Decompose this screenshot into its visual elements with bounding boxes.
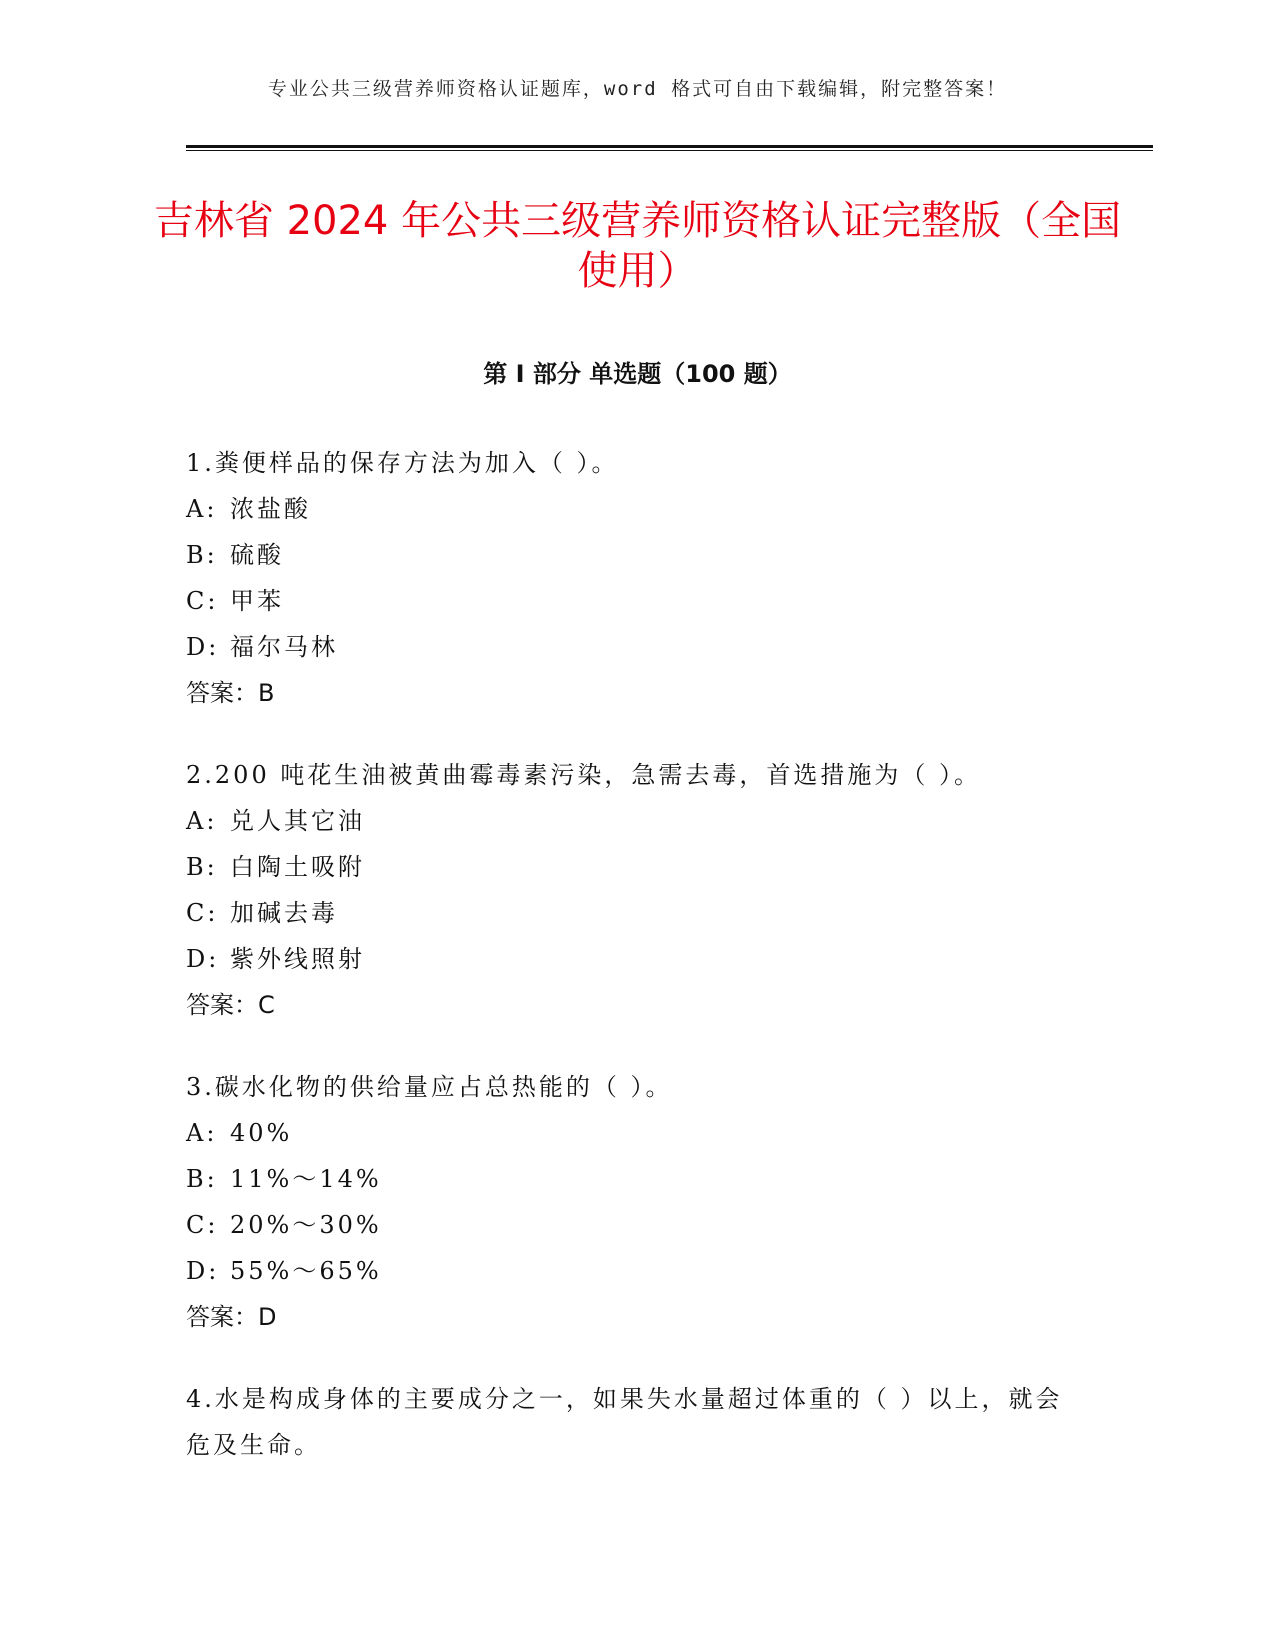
option-text: 浓盐酸 [230,495,311,523]
question-1 [186,440,1066,716]
option-label: D: [186,1257,220,1285]
option-b [186,532,1066,578]
option-text: 加碱去毒 [230,899,338,927]
option-label: C: [186,1211,219,1239]
option-label: D: [186,633,220,661]
option-b [186,844,1066,890]
option-c [186,1202,1066,1248]
option-label: A: [186,1119,218,1147]
answer: 答案：B [186,679,275,707]
option-label: D: [186,945,220,973]
section-heading: 第 I 部分 单选题（100 题） [483,360,792,388]
option-text: 20%～30% [230,1211,382,1239]
option-label: C: [186,899,219,927]
document-title: 吉林省 2024 年公共三级营养师资格认证完整版（全国使用） [153,198,1122,294]
option-label: C: [186,587,219,615]
option-a [186,486,1066,532]
option-text: 40% [230,1119,293,1147]
option-text: 兑人其它油 [230,807,365,835]
option-text: 福尔马林 [230,633,338,661]
option-d [186,936,1066,982]
question-3 [186,1064,1066,1340]
option-label: B: [186,853,218,881]
question-4 [186,1376,1066,1468]
option-label: A: [186,495,218,523]
option-text: 硫酸 [230,541,284,569]
option-text: 55%～65% [230,1257,382,1285]
option-c [186,578,1066,624]
question-list [186,440,1066,1504]
question-stem: 2.200 吨花生油被黄曲霉毒素污染，急需去毒，首选措施为（ ）。 [186,761,981,789]
option-text: 白陶土吸附 [230,853,365,881]
option-b [186,1156,1066,1202]
header-rule-thick [186,145,1153,148]
option-text: 紫外线照射 [230,945,365,973]
answer: 答案：C [186,991,275,1019]
option-c [186,890,1066,936]
header-rule-thin [186,150,1153,151]
option-a [186,798,1066,844]
question-stem: 3.碳水化物的供给量应占总热能的（ ）。 [186,1073,673,1101]
option-d [186,624,1066,670]
page-header: 专业公共三级营养师资格认证题库，word 格式可自由下载编辑，附完整答案！ [267,78,1008,100]
question-stem: 1.粪便样品的保存方法为加入（ ）。 [186,449,619,477]
option-d [186,1248,1066,1294]
question-stem: 4.水是构成身体的主要成分之一，如果失水量超过体重的（ ）以上，就会危及生命。 [186,1385,1063,1459]
option-a [186,1110,1066,1156]
option-text: 11%～14% [230,1165,382,1193]
answer: 答案：D [186,1303,277,1331]
option-text: 甲苯 [230,587,284,615]
option-label: A: [186,807,218,835]
option-label: B: [186,541,218,569]
question-2 [186,752,1066,1028]
option-label: B: [186,1165,218,1193]
